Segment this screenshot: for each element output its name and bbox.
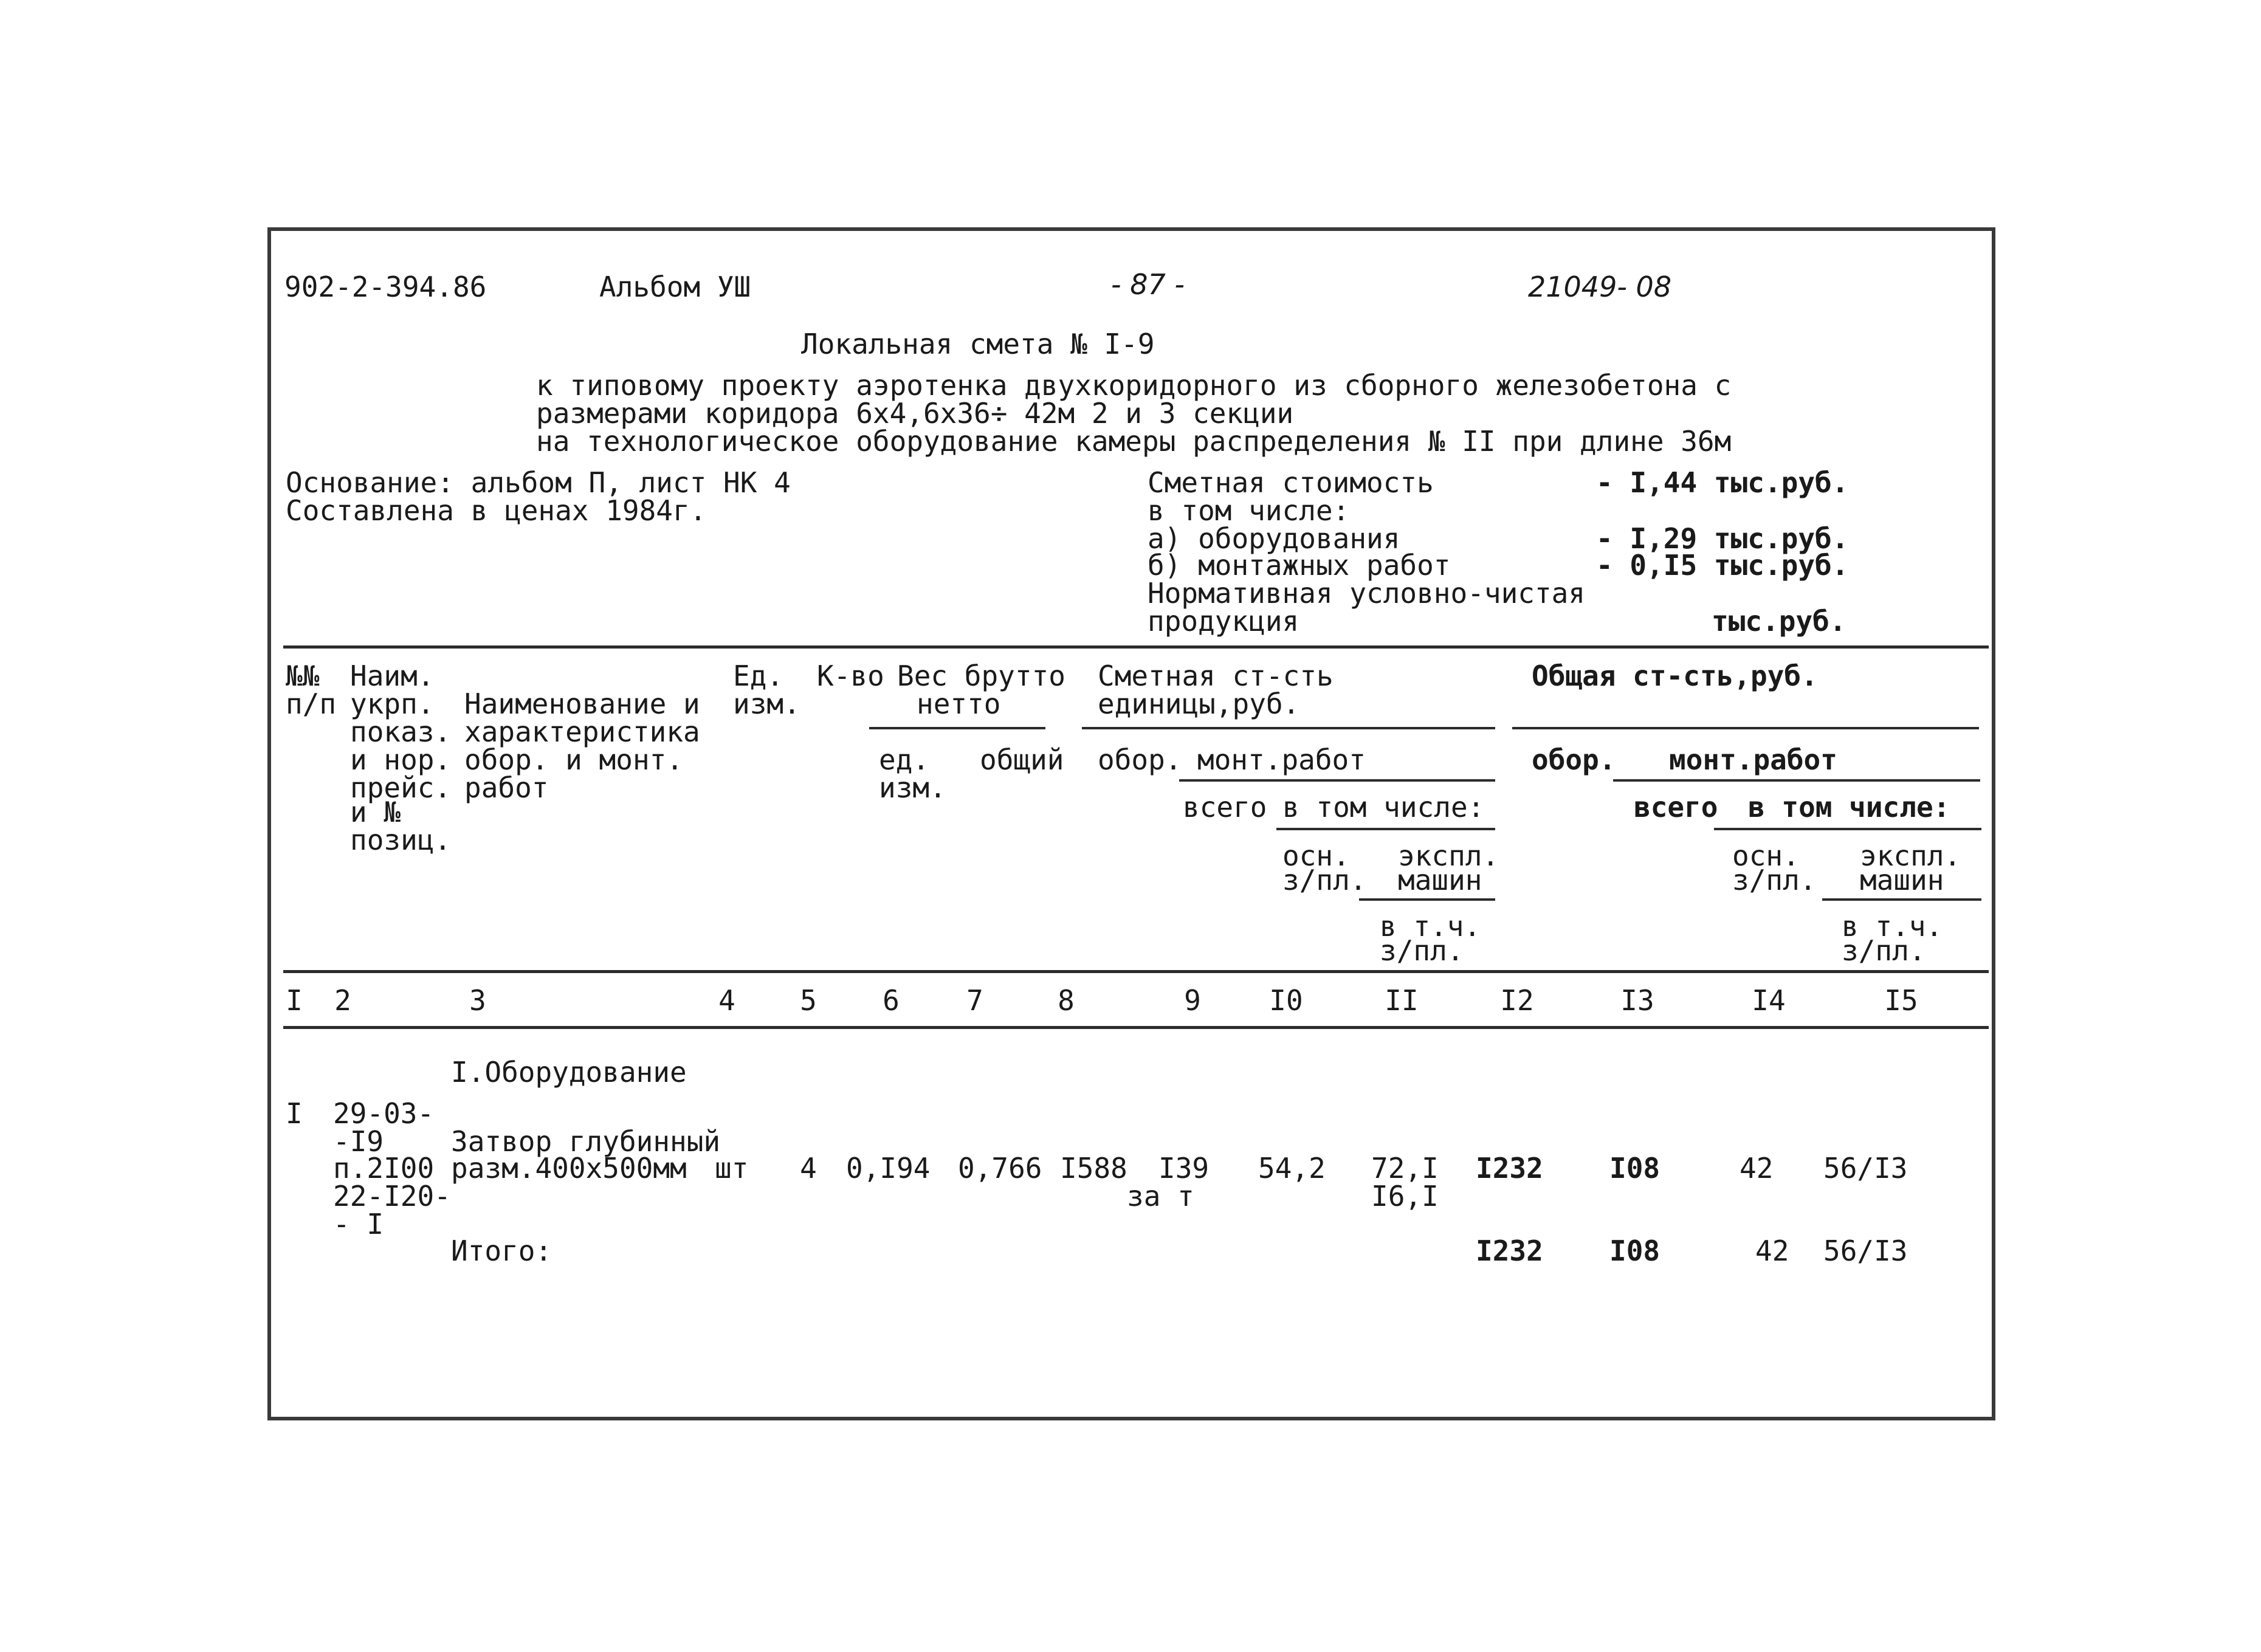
col-number: I3 — [1620, 984, 1654, 1017]
hdr-unit-cost-1: Сметная ст-сть — [1098, 659, 1334, 692]
hdr-unit-equip: обор. — [1098, 743, 1182, 776]
hdr-total-incl-wage-1: в т.ч. — [1842, 910, 1943, 943]
title-line-3: на технологическое оборудование камеры распределения № II при длине 36м — [536, 425, 1732, 458]
hdr-weight-2: нетто — [917, 687, 1001, 720]
estimate-heading: Локальная смета № I-9 — [801, 328, 1155, 360]
unit-cost-rule — [1082, 727, 1495, 729]
hdr-weight-unit-2: изм. — [879, 771, 946, 804]
hdr-code-4: и нор. — [350, 743, 452, 776]
unit-including-rule — [1276, 828, 1495, 830]
hdr-unit-2: изм. — [733, 687, 800, 720]
hdr-unit-cost-2: единицы,руб. — [1098, 687, 1300, 720]
row-code-1: 29-03- — [333, 1097, 435, 1130]
hdr-code-2: укрп. — [350, 687, 435, 720]
unit-machines-rule — [1359, 898, 1495, 901]
total-base-wage: 42 — [1755, 1234, 1789, 1267]
col-number: I — [286, 984, 303, 1017]
row-code-3: п.2I00 — [333, 1152, 435, 1185]
row-install-total: I39 — [1158, 1152, 1210, 1185]
hdr-unit-incl-wage-1: в т.ч. — [1380, 910, 1481, 943]
hdr-total-total: всего — [1634, 791, 1718, 824]
basis-line-1: Основание: альбом П, лист НК 4 — [286, 466, 791, 499]
col-number: 8 — [1058, 984, 1075, 1017]
hdr-unit-base-wage-2: з/пл. — [1282, 864, 1367, 897]
col-number: 2 — [334, 984, 351, 1017]
hdr-total-including: в том числе: — [1748, 791, 1950, 824]
hdr-total-machines-1: экспл. — [1860, 839, 1961, 872]
basis-line-2: Составлена в ценах 1984г. — [286, 494, 707, 527]
hdr-name-1: Наименование и — [464, 687, 700, 720]
col-number: I2 — [1500, 984, 1534, 1017]
hdr-num-a: №№ — [286, 659, 320, 692]
weight-rule — [869, 727, 1045, 729]
col-number: 4 — [718, 984, 735, 1017]
equipment-cost-value: - I,29 тыс.руб. — [1596, 522, 1849, 555]
row-machines-wage: I6,I — [1371, 1180, 1439, 1213]
normative-label-1: Нормативная условно-чистая — [1148, 577, 1586, 610]
hdr-weight-total: общий — [980, 743, 1064, 776]
row-machines: 72,I — [1371, 1152, 1439, 1185]
row-code-4: 22-I20- — [333, 1180, 451, 1213]
total-machines: 56/I3 — [1823, 1234, 1908, 1267]
hdr-name-2: характеристика — [464, 715, 700, 748]
row-qty: 4 — [800, 1152, 817, 1185]
hdr-total-machines-2: машин — [1860, 864, 1944, 897]
registration-number: 21049- 08 — [1528, 270, 1672, 303]
row-weight-unit: 0,I94 — [846, 1152, 931, 1185]
row-name-1: Затвор глубинный — [451, 1125, 721, 1158]
doc-code: 902-2-394.86 — [284, 270, 487, 303]
title-line-1: к типовому проекту аэротенка двухкоридорного из сборного железобетона с — [536, 369, 1732, 402]
total-equip: I232 — [1476, 1234, 1543, 1267]
total-including-rule — [1714, 828, 1981, 830]
total-label: Итого: — [451, 1234, 552, 1267]
equipment-cost-label: а) оборудования — [1148, 522, 1400, 555]
hdr-unit-machines-2: машин — [1398, 864, 1482, 897]
col-number: 6 — [883, 984, 900, 1017]
col-number: 9 — [1184, 984, 1201, 1017]
hdr-weight-unit-1: ед. — [879, 743, 930, 776]
hdr-code-3: показ. — [350, 715, 452, 748]
total-install: I08 — [1609, 1234, 1660, 1267]
col-number: 7 — [966, 984, 983, 1017]
hdr-code-5: прейс. — [350, 771, 452, 804]
col-number: 3 — [469, 984, 486, 1017]
page-number: - 87 - — [1111, 268, 1185, 301]
hdr-code-6: и № — [350, 796, 401, 828]
hdr-total-cost: Общая ст-сть,руб. — [1532, 659, 1818, 692]
hdr-weight-1: Вес брутто — [897, 659, 1065, 692]
install-cost-label: б) монтажных работ — [1148, 549, 1451, 582]
row-code-5: - I — [333, 1208, 384, 1241]
hdr-total-base-wage-1: осн. — [1732, 839, 1800, 872]
normative-value: тыс.руб. — [1712, 605, 1846, 638]
estimated-cost-label: Сметная стоимость — [1148, 466, 1434, 499]
estimated-cost-value: - I,44 тыс.руб. — [1596, 466, 1849, 499]
row-num: I — [286, 1097, 303, 1130]
col-number: II — [1385, 984, 1419, 1017]
including-label: в том числе: — [1148, 494, 1350, 527]
col-number: I4 — [1752, 984, 1786, 1017]
row-base-wage: 54,2 — [1258, 1152, 1326, 1185]
album-label: Альбом УШ — [599, 270, 751, 303]
row-base-wage-total: 42 — [1740, 1152, 1774, 1185]
row-equip-total: I232 — [1476, 1152, 1543, 1185]
col-number: I5 — [1884, 984, 1918, 1017]
unit-install-rule — [1179, 779, 1495, 782]
section-title: I.Оборудование — [451, 1056, 687, 1089]
col-number: I0 — [1269, 984, 1303, 1017]
header-bottom-rule — [283, 970, 1989, 973]
hdr-num-b: п/п — [286, 687, 337, 720]
row-name-2: разм.400х500мм — [451, 1152, 687, 1185]
hdr-total-incl-wage-2: з/пл. — [1842, 934, 1926, 967]
row-equip-unit: I588 — [1060, 1152, 1127, 1185]
hdr-name-3: обор. и монт. — [464, 743, 684, 776]
total-machines-rule — [1822, 898, 1981, 901]
row-install-note: за т — [1127, 1180, 1194, 1213]
hdr-total-install: монт.работ — [1669, 743, 1837, 776]
total-cost-rule — [1512, 727, 1979, 729]
hdr-unit-including: в том числе: — [1282, 791, 1485, 824]
col-number: 5 — [800, 984, 817, 1017]
hdr-unit-total: всего — [1183, 791, 1267, 824]
hdr-unit-install: монт.работ — [1197, 743, 1366, 776]
hdr-unit-machines-1: экспл. — [1398, 839, 1499, 872]
row-machines-total: 56/I3 — [1823, 1152, 1908, 1185]
row-install-sum: I08 — [1609, 1152, 1660, 1185]
total-install-rule — [1613, 779, 1980, 782]
row-code-2: -I9 — [333, 1125, 384, 1158]
hdr-total-equip: обор. — [1532, 743, 1616, 776]
hdr-unit-1: Ед. — [733, 659, 784, 692]
row-unit: шт — [715, 1152, 749, 1185]
hdr-qty: К-во — [817, 659, 884, 692]
install-cost-value: - 0,I5 тыс.руб. — [1596, 549, 1849, 582]
normative-label-2: продукция — [1148, 605, 1299, 638]
hdr-unit-incl-wage-2: з/пл. — [1380, 934, 1464, 967]
row-weight-total: 0,766 — [958, 1152, 1042, 1185]
title-line-2: размерами коридора 6х4,6х36÷ 42м 2 и 3 секции — [536, 397, 1294, 430]
table-top-rule — [283, 645, 1989, 649]
hdr-total-base-wage-2: з/пл. — [1732, 864, 1817, 897]
hdr-code-1: Наим. — [350, 659, 435, 692]
col-numbers-bottom-rule — [283, 1026, 1989, 1029]
hdr-name-4: работ — [464, 771, 549, 804]
hdr-unit-base-wage-1: осн. — [1282, 839, 1350, 872]
hdr-code-7: позиц. — [350, 824, 452, 856]
